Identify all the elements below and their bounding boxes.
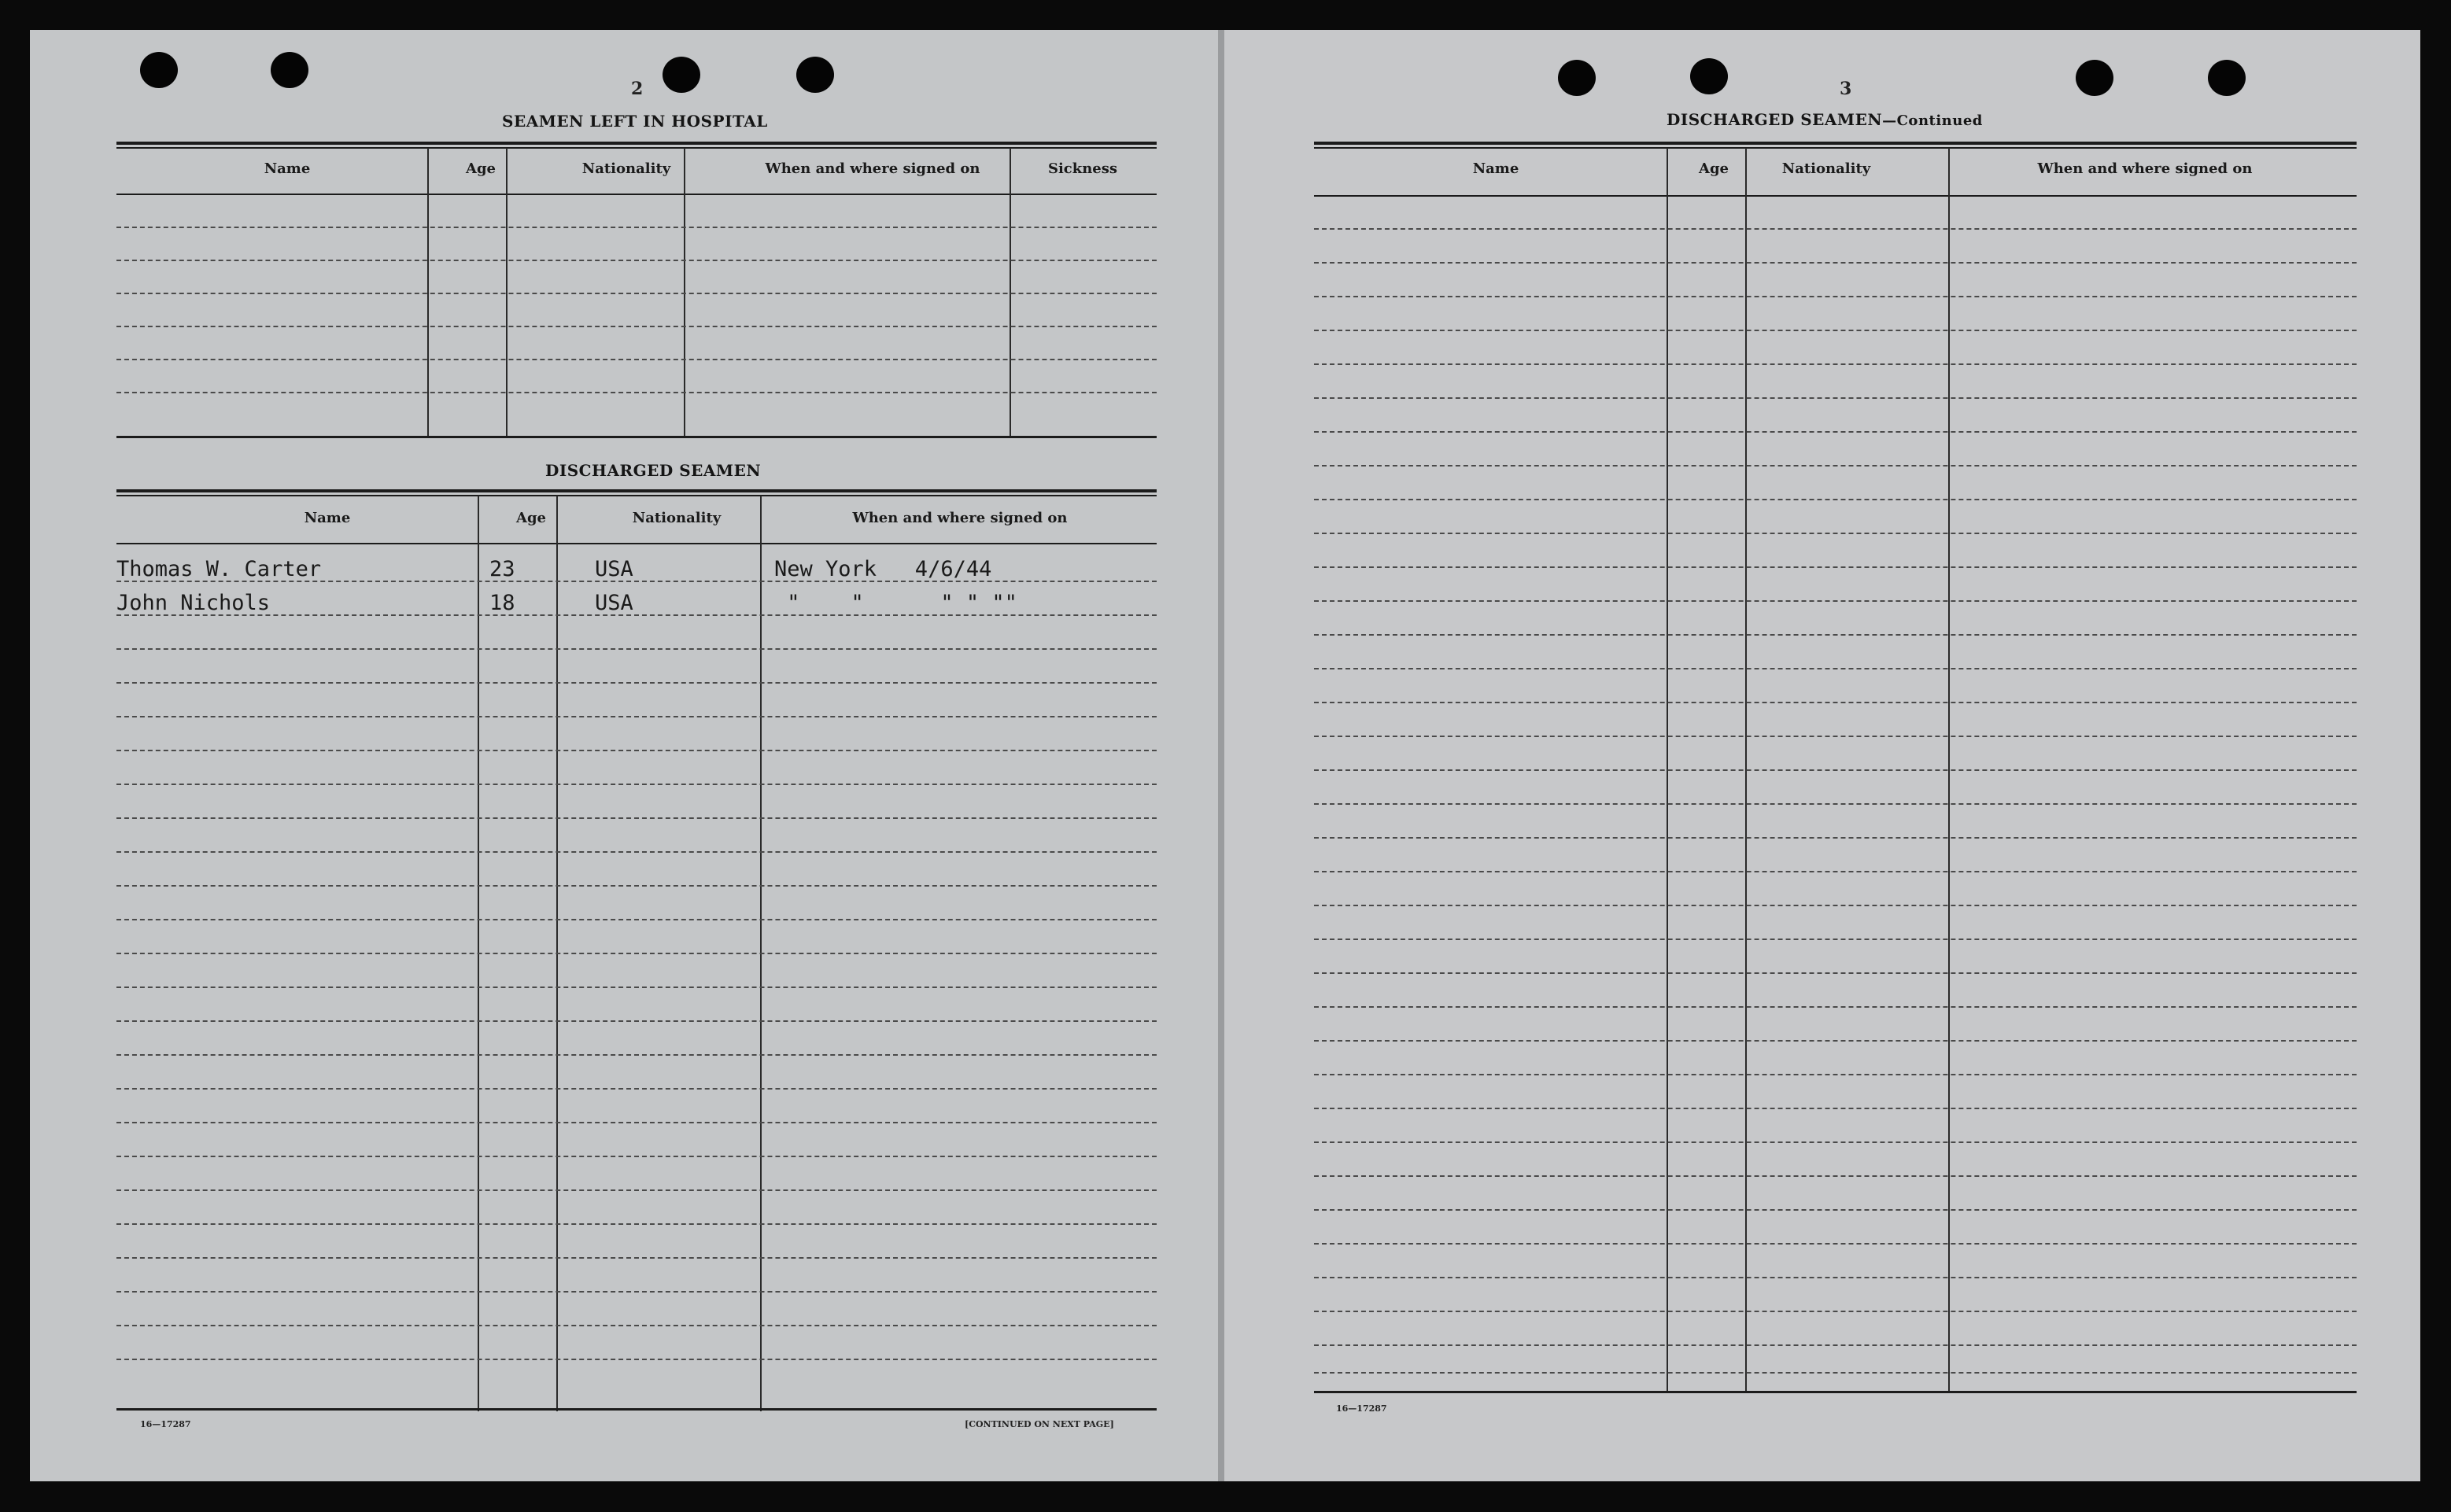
ruled-line: [116, 1020, 1157, 1022]
ruled-line: [1314, 330, 2357, 331]
table-top-rule: [116, 495, 1157, 496]
ruled-line: [116, 359, 1157, 360]
punch-hole: [796, 57, 834, 93]
seaman-name: John Nichols: [116, 591, 271, 615]
ruled-line: [116, 260, 1157, 261]
ruled-line: [116, 919, 1157, 920]
punch-hole: [140, 52, 178, 88]
column-header-age: Age: [1698, 160, 1729, 177]
ruled-line: [1314, 397, 2357, 399]
table-top-rule: [116, 489, 1157, 492]
seaman-nationality: USA: [595, 557, 633, 581]
ruled-line: [1314, 228, 2357, 230]
table-bottom-rule: [116, 1408, 1157, 1411]
ruled-line: [1314, 1040, 2357, 1042]
seaman-signed-on: " " " " "": [774, 591, 1017, 615]
punch-hole: [2076, 60, 2113, 96]
ruled-line: [1314, 769, 2357, 771]
ruled-line: [1314, 566, 2357, 568]
ruled-line: [116, 1088, 1157, 1090]
ruled-line: [1314, 939, 2357, 940]
ruled-line: [1314, 634, 2357, 636]
ruled-line: [1314, 1243, 2357, 1245]
ruled-line: [116, 1122, 1157, 1123]
ruled-line: [1314, 972, 2357, 974]
ruled-line: [116, 817, 1157, 819]
ruled-line: [116, 648, 1157, 650]
column-header-name: Name: [1472, 160, 1519, 177]
seaman-nationality: USA: [595, 591, 633, 615]
ruled-line: [1314, 363, 2357, 365]
ruled-line: [1314, 905, 2357, 906]
ruled-line: [1314, 871, 2357, 872]
page-number: 2: [631, 79, 644, 99]
ruled-line: [1314, 837, 2357, 839]
ruled-line: [116, 953, 1157, 954]
ruled-line: [1314, 1074, 2357, 1075]
column-header-name: Name: [264, 160, 311, 177]
ruled-line: [116, 1189, 1157, 1191]
ruled-line: [116, 885, 1157, 887]
ruled-line: [116, 227, 1157, 228]
page-number: 3: [1840, 79, 1852, 99]
ruled-line: [116, 1291, 1157, 1293]
ruled-line: [116, 1223, 1157, 1225]
ruled-line: [116, 851, 1157, 853]
ruled-line: [1314, 1175, 2357, 1177]
ruled-line: [116, 1156, 1157, 1157]
ruled-line: [116, 1359, 1157, 1360]
column-header-nationality: Nationality: [632, 510, 722, 526]
ruled-line: [1314, 1277, 2357, 1278]
seaman-age: 23: [489, 557, 515, 581]
ruled-line: [116, 581, 1157, 582]
ruled-line: [1314, 1209, 2357, 1211]
header-underline: [116, 194, 1157, 195]
punch-hole: [1690, 58, 1728, 94]
ruled-line: [116, 682, 1157, 684]
table-bottom-rule: [1314, 1391, 2357, 1393]
ruled-line: [1314, 736, 2357, 737]
column-header-age: Age: [465, 160, 496, 177]
title-main: DISCHARGED SEAMEN: [1667, 110, 1883, 129]
column-header-age: Age: [515, 510, 546, 526]
ruled-line: [1314, 1006, 2357, 1008]
ruled-line: [1314, 1108, 2357, 1109]
ruled-line: [1314, 702, 2357, 703]
ruled-line: [1314, 1311, 2357, 1312]
ruled-line: [116, 986, 1157, 988]
header-underline: [1314, 195, 2357, 197]
ruled-line: [116, 326, 1157, 327]
right-page: [1224, 30, 2420, 1481]
left-page: [30, 30, 1218, 1481]
table-bottom-rule: [116, 436, 1157, 438]
seaman-signed-on: New York 4/6/44: [774, 557, 992, 581]
table-top-rule: [1314, 142, 2357, 145]
form-number: 16—17287: [1336, 1403, 1387, 1414]
punch-hole: [1558, 60, 1596, 96]
continued-note: [CONTINUED ON NEXT PAGE]: [965, 1419, 1114, 1429]
seaman-age: 18: [489, 591, 515, 615]
table-top-rule: [116, 147, 1157, 149]
discharged-continued-title: [1667, 110, 1983, 129]
ruled-line: [1314, 1372, 2357, 1374]
ruled-line: [116, 392, 1157, 393]
ruled-line: [1314, 431, 2357, 433]
form-number: 16—17287: [140, 1419, 191, 1429]
punch-hole: [2208, 60, 2246, 96]
ruled-line: [116, 1257, 1157, 1259]
ruled-line: [1314, 1141, 2357, 1143]
punch-hole: [271, 52, 308, 88]
column-header-nationality: Nationality: [1781, 160, 1871, 177]
ruled-line: [116, 784, 1157, 785]
hospital-section-title: SEAMEN LEFT IN HOSPITAL: [502, 112, 768, 131]
table-top-rule: [1314, 147, 2357, 149]
ruled-line: [1314, 600, 2357, 602]
ruled-line: [1314, 296, 2357, 297]
column-header-name: Name: [304, 510, 351, 526]
column-header-signed-on: When and where signed on: [852, 510, 1068, 526]
ruled-line: [1314, 1344, 2357, 1346]
ruled-line: [116, 293, 1157, 294]
table-top-rule: [116, 142, 1157, 145]
ruled-line: [1314, 465, 2357, 467]
ruled-line: [1314, 262, 2357, 264]
ruled-line: [1314, 668, 2357, 669]
punch-hole: [663, 57, 700, 93]
column-header-signed-on: When and where signed on: [2037, 160, 2253, 177]
ruled-line: [116, 1325, 1157, 1326]
column-header-sickness: Sickness: [1047, 160, 1118, 177]
page-gutter: [1218, 30, 1224, 1481]
header-underline: [116, 543, 1157, 544]
ruled-line: [116, 1054, 1157, 1056]
ruled-line: [1314, 499, 2357, 500]
discharged-section-title: DISCHARGED SEAMEN: [545, 461, 762, 480]
column-header-signed-on: When and where signed on: [765, 160, 980, 177]
ruled-line: [116, 614, 1157, 616]
ruled-line: [116, 716, 1157, 717]
seaman-name: Thomas W. Carter: [116, 557, 322, 581]
ruled-line: [1314, 533, 2357, 534]
column-header-nationality: Nationality: [581, 160, 671, 177]
title-suffix: —Continued: [1882, 112, 1983, 129]
ruled-line: [1314, 803, 2357, 805]
ruled-line: [116, 750, 1157, 751]
